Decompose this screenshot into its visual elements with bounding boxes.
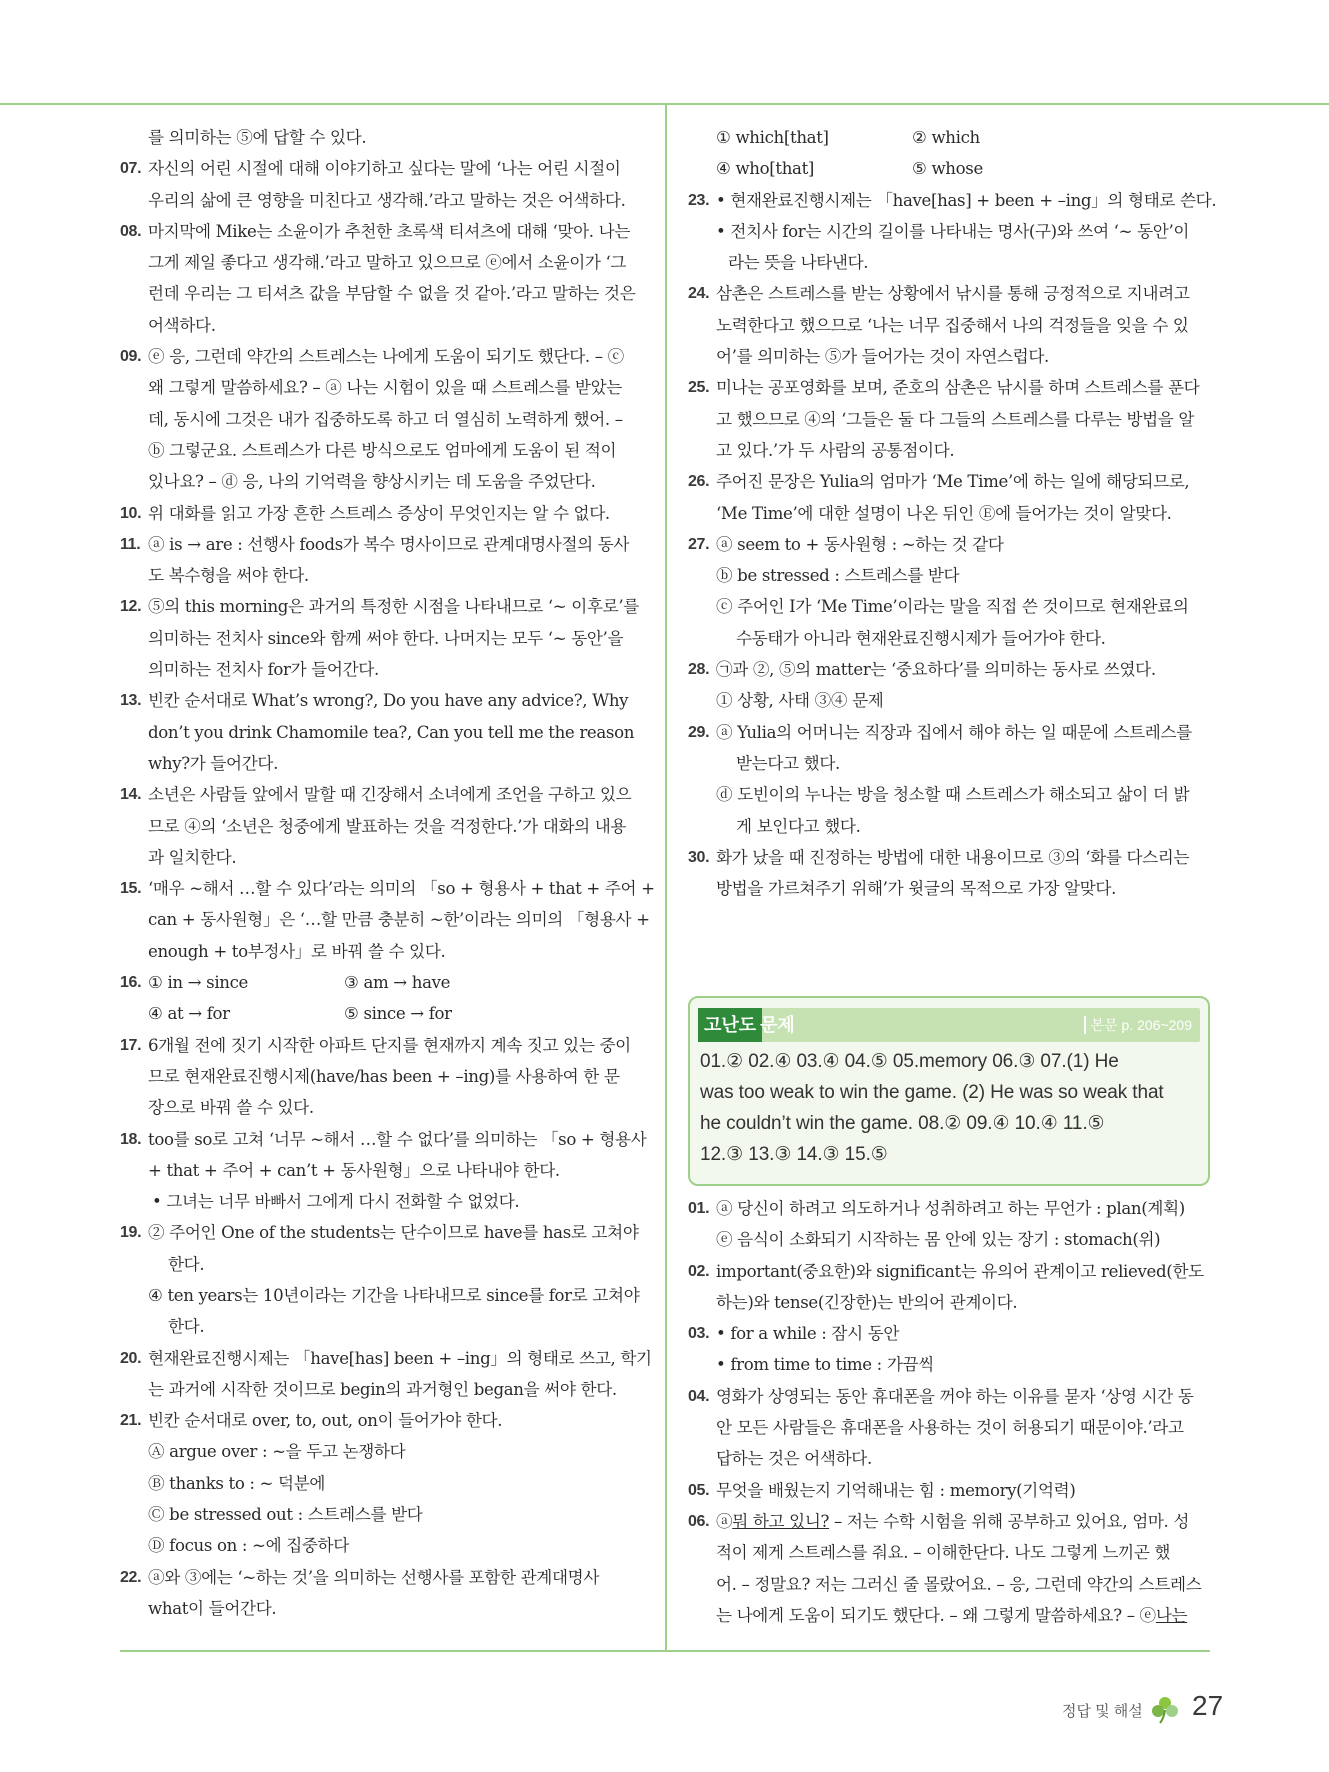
option: ② which — [912, 128, 980, 147]
text-line: 게 보인다고 했다. — [736, 816, 861, 836]
text-line: 방법을 가르쳐주기 위해’가 윗글의 목적으로 가장 알맞다. — [716, 879, 1117, 899]
text-line: ① 상황, 사태 ③④ 문제 — [716, 691, 884, 711]
option: ③ am → have — [344, 973, 451, 993]
answer-number: 05. — [688, 1481, 710, 1499]
answer-number: 29. — [688, 723, 710, 741]
box-title: 문제 — [760, 1015, 795, 1035]
answer-number: 14. — [120, 786, 142, 804]
text-line: ㉠과 ②, ⑤의 matter는 ‘중요하다’를 의미하는 동사로 쓰였다. — [716, 660, 1156, 680]
text-line: ⓐ와 ③에는 ‘~하는 것’을 의미하는 선행사를 포함한 관계대명사 — [148, 1567, 599, 1587]
text-line: 자신의 어린 시절에 대해 이야기하고 싶다는 말에 ‘나는 어린 시절이 — [148, 159, 621, 179]
answer-23 — [688, 185, 1217, 279]
answer-number: 20. — [120, 1349, 142, 1367]
circled-letter: ⓐ — [716, 1511, 733, 1531]
answer-number: 08. — [120, 222, 142, 240]
text-line: ⓑ be stressed : 스트레스를 받다 — [716, 566, 960, 586]
text-line: ⓒ 주어인 I가 ‘Me Time’이라는 말을 직접 쓴 것이므로 현재완료의 — [716, 597, 1189, 617]
answer-number: 13. — [120, 692, 142, 710]
text-line: ⓐ seem to + 동사원형 : ~하는 것 같다 — [716, 534, 1004, 554]
answer-number: 28. — [688, 661, 710, 679]
answer-12 — [120, 591, 642, 685]
text-line: 장으로 바꿔 쓸 수 있다. — [148, 1098, 314, 1118]
text-line: 그게 제일 좋다고 생각해.’라고 말하고 있으므로 ⓔ에서 소윤이가 ‘그 — [148, 253, 627, 273]
text-line: important(중요한)와 significant는 유의어 관계이고 relieved(한도 — [716, 1261, 1204, 1281]
text-line: ② 주어인 One of the students는 단수이므로 have를 has로 고쳐야 — [148, 1223, 639, 1243]
clover-leaf-icon — [1150, 1696, 1180, 1724]
text-line: 의미하는 전치사 for가 들어간다. — [148, 660, 379, 680]
text-line: 어. – 정말요? 저는 그러신 줄 몰랐어요. – 응, 그런데 약간의 스트레스 — [716, 1574, 1202, 1594]
answer-15 — [120, 873, 655, 967]
text-line: 빈칸 순서대로 over, to, out, on이 들어가야 한다. — [148, 1411, 503, 1431]
hard-answer-01 — [688, 1193, 1210, 1256]
text-line: 있나요? – ⓓ 응, 나의 기억력을 향상시키는 데 도움을 주었단다. — [148, 472, 596, 492]
text-line: ⑤의 this morning은 과거의 특정한 시점을 나타내므로 ‘~ 이후로’를 — [148, 597, 639, 617]
text-line: 현재완료진행시제는 「have[has] been + –ing」의 형태로 쓰고, 학기 — [148, 1348, 652, 1368]
answer-14 — [120, 779, 642, 873]
hard-answer-05 — [688, 1475, 1210, 1506]
text-line: • 현재완료진행시제는 「have[has] + been + –ing」의 형태로 쓴다. — [716, 190, 1217, 210]
answer-number: 27. — [688, 535, 710, 553]
answer-19 — [120, 1217, 642, 1342]
text-line: 영화가 상영되는 동안 휴대폰을 꺼야 하는 이유를 묻자 ‘상영 시간 동 — [716, 1386, 1194, 1406]
text-line: 빈칸 순서대로 What’s wrong?, Do you have any advice?, Why — [148, 691, 629, 711]
answer-number: 18. — [120, 1130, 142, 1148]
answer-30 — [688, 842, 1210, 905]
option: ⑤ whose — [912, 159, 983, 179]
text-line: ⓐ is → are : 선행사 foods가 복수 명사이므로 관계대명사절의 동사 — [148, 534, 630, 554]
lower-right-column — [688, 1193, 1210, 1631]
footer-label: 정답 및 해설 — [1062, 1703, 1143, 1720]
answer-25 — [688, 372, 1210, 466]
text-line: 미나는 공포영화를 보며, 준호의 삼촌은 낚시를 하며 스트레스를 푼다 — [716, 378, 1200, 398]
text-line: 왜 그렇게 말씀하세요? – ⓐ 나는 시험이 있을 때 스트레스를 받았는 — [148, 378, 622, 398]
text-line: ⓐ Yulia의 어머니는 직장과 집에서 해야 하는 일 때문에 스트레스를 — [716, 722, 1192, 742]
text-line: ④ ten years는 10년이라는 기간을 나타내므로 since를 for로 고쳐야 — [148, 1285, 640, 1305]
answer-21 — [120, 1405, 642, 1561]
text-line: Ⓑ thanks to : ~ 덕분에 — [148, 1473, 326, 1493]
answer-number: 03. — [688, 1325, 710, 1343]
text-line: 를 의미하는 ⑤에 답할 수 있다. — [148, 128, 367, 147]
text-line: ⓓ 도빈이의 누나는 방을 청소할 때 스트레스가 해소되고 삶이 더 밝 — [716, 785, 1190, 805]
answer-number: 02. — [688, 1262, 710, 1280]
answer-number: 09. — [120, 348, 142, 366]
text-line — [716, 1600, 1210, 1631]
text-line: • for a while : 잠시 동안 — [716, 1324, 900, 1344]
left-column — [120, 122, 655, 1624]
text-run: 는 나에게 도움이 되기도 했단다. – 왜 그렇게 말씀하세요? – ⓔ — [716, 1605, 1156, 1625]
answer-18 — [120, 1124, 647, 1218]
answer-line: 01.② 02.④ 03.④ 04.⑤ 05.memory 06.③ 07.(1) He — [700, 1051, 1119, 1072]
text-line: 답하는 것은 어색하다. — [716, 1449, 872, 1469]
answer-number: 25. — [688, 379, 710, 397]
text-line: too를 so로 고쳐 ‘너무 ~해서 …할 수 없다’를 의미하는 「so + 형용사 — [148, 1129, 647, 1149]
option: ① in → since — [148, 973, 249, 993]
answer-number: 17. — [120, 1036, 142, 1054]
text-run: – 저는 수학 시험을 위해 공부하고 있어요, 엄마. 성 — [829, 1511, 1190, 1531]
answer-number: 30. — [688, 848, 710, 866]
text-line: ⓔ 응, 그런데 약간의 스트레스는 나에게 도움이 되기도 했단다. – ⓒ — [148, 347, 624, 367]
text-line: 수동태가 아니라 현재완료진행시제가 들어가야 한다. — [736, 628, 1106, 648]
answer-number: 04. — [688, 1387, 710, 1405]
text-line: 도 복수형을 써야 한다. — [148, 566, 309, 586]
text-line: Ⓐ argue over : ~을 두고 논쟁하다 — [148, 1442, 406, 1462]
answer-10 — [120, 498, 642, 529]
answer-28 — [688, 654, 1210, 717]
hard-answer-03 — [688, 1318, 1210, 1381]
text-line: ‘매우 ~해서 …할 수 있다’라는 의미의 「so + 형용사 + that + 주어 + — [148, 879, 655, 899]
option: ⑤ since → for — [344, 1004, 452, 1024]
answer-09 — [120, 341, 642, 497]
text-line: ⓔ 음식이 소화되기 시작하는 몸 안에 있는 장기 : stomach(위) — [716, 1230, 1161, 1250]
text-line: 한다. — [168, 1317, 205, 1337]
text-line: Ⓒ be stressed out : 스트레스를 받다 — [148, 1505, 423, 1525]
page-number: 27 — [1192, 1690, 1224, 1721]
text-line: 므로 ④의 ‘소년은 청중에게 발표하는 것을 걱정한다.’가 대화의 내용 — [148, 816, 627, 836]
box-body — [690, 1042, 1208, 1170]
answer-22 — [120, 1562, 642, 1625]
text-line: 고 했으므로 ④의 ‘그들은 둘 다 그들의 스트레스를 다루는 방법을 알 — [716, 409, 1195, 429]
text-line: 한다. — [168, 1254, 205, 1274]
text-line: 므로 현재완료진행시제(have/has been + –ing)를 사용하여 한 문 — [148, 1066, 620, 1086]
text-line: 화가 났을 때 진정하는 방법에 대한 내용이므로 ③의 ‘화를 다스리는 — [716, 847, 1190, 867]
answer-27 — [688, 529, 1210, 654]
answer-number: 21. — [120, 1412, 142, 1430]
text-line: + that + 주어 + can’t + 동사원형」으로 나타내야 한다. — [148, 1160, 560, 1180]
text-line: 과 일치한다. — [148, 847, 237, 867]
answer-number: 07. — [120, 160, 142, 178]
answer-11 — [120, 529, 642, 592]
answer-number: 11. — [120, 535, 141, 553]
page-reference: 본문 p. 206~209 — [1084, 1016, 1192, 1034]
text-line: 삼촌은 스트레스를 받는 상황에서 낚시를 통해 긍정적으로 지내려고 — [716, 284, 1190, 304]
text-line: 받는다고 했다. — [736, 753, 840, 773]
text-line: 주어진 문장은 Yulia의 엄마가 ‘Me Time’에 하는 일에 해당되므로, — [716, 472, 1190, 492]
text-line: 6개월 전에 짓기 시작한 아파트 단지를 현재까지 계속 짓고 있는 중이 — [148, 1035, 631, 1055]
answer-number: 16. — [120, 974, 142, 992]
text-line: 어색하다. — [148, 315, 216, 335]
box-header — [698, 1008, 1200, 1042]
text-line: 런데 우리는 그 티셔츠 값을 부담할 수 없을 것 같아.’라고 말하는 것은 — [148, 284, 636, 304]
text-line: 어’를 의미하는 ⑤가 들어가는 것이 자연스럽다. — [716, 347, 1049, 367]
underlined-phrase: 나는 — [1155, 1605, 1188, 1625]
option: ④ at → for — [148, 1004, 230, 1024]
text-line: • 전치사 for는 시간의 길이를 나타내는 명사(구)와 쓰여 ‘~ 동안’이 — [716, 221, 1190, 241]
text-line: 의미하는 전치사 since와 함께 써야 한다. 나머지는 모두 ‘~ 동안’을 — [148, 628, 624, 648]
text-line: enough + to부정사」로 바꿔 쓸 수 있다. — [148, 941, 446, 961]
answer-number: 01. — [688, 1200, 710, 1217]
text-line: • from time to time : 가끔씩 — [716, 1355, 934, 1375]
answer-number: 22. — [120, 1568, 142, 1586]
answer-16 — [120, 967, 642, 1030]
answer-number: 24. — [688, 285, 710, 303]
underlined-phrase: 뭐 하고 있니? — [732, 1511, 830, 1531]
text-line: what이 들어간다. — [148, 1598, 277, 1618]
text-line: 노력한다고 했으므로 ‘나는 너무 집중해서 나의 걱정들을 잊을 수 있 — [716, 315, 1189, 335]
text-line: why?가 들어간다. — [148, 753, 279, 773]
difficulty-tag: 고난도 — [698, 1008, 762, 1042]
text-line: ⓑ 그렇군요. 스트레스가 다른 방식으로도 엄마에게 도움이 된 적이 — [148, 440, 617, 460]
text-line: 위 대화를 읽고 가장 흔한 스트레스 증상이 무엇인지는 알 수 없다. — [148, 503, 610, 523]
answer-20 — [120, 1343, 652, 1406]
text-line: 소년은 사람들 앞에서 말할 때 긴장해서 소녀에게 조언을 구하고 있으 — [148, 785, 632, 805]
text-line: ‘Me Time’에 대한 설명이 나온 뒤인 Ⓔ에 들어가는 것이 알맞다. — [716, 503, 1172, 523]
answer-number: 10. — [120, 504, 142, 522]
text-line: 안 모든 사람들은 휴대폰을 사용하는 것이 허용되기 때문이야.’라고 — [716, 1418, 1184, 1438]
answer-line: 12.③ 13.③ 14.③ 15.⑤ — [700, 1144, 888, 1165]
answer-summary-box — [688, 996, 1210, 1186]
bottom-rule — [120, 1650, 1210, 1652]
text-line — [716, 1506, 1210, 1537]
text-line: 데, 동시에 그것은 내가 집중하도록 하고 더 열심히 노력하게 했어. – — [148, 409, 623, 429]
answer-line: was too weak to win the game. (2) He was so weak that — [700, 1082, 1164, 1103]
text-line: 는 과거에 시작한 것이므로 begin의 과거형인 began을 써야 한다. — [148, 1379, 617, 1399]
text-line: 적이 제게 스트레스를 줘요. – 이해한단다. 나도 그렇게 느끼곤 했 — [716, 1543, 1171, 1563]
text-line: don’t you drink Chamomile tea?, Can you tell me the reason — [148, 722, 635, 742]
text-line: ⓐ 당신이 하려고 의도하거나 성취하려고 하는 무언가 : plan(계획) — [716, 1199, 1185, 1218]
hard-answer-06 — [688, 1506, 1210, 1631]
text-line: 고 있다.’가 두 사람의 공통점이다. — [716, 440, 955, 460]
text-line: 마지막에 Mike는 소윤이가 추천한 초록색 티셔츠에 대해 ‘맞아. 나는 — [148, 221, 631, 241]
answer-number: 19. — [120, 1224, 142, 1242]
answer-17 — [120, 1030, 642, 1124]
option: ① which[that] — [716, 128, 829, 147]
answer-number: 15. — [120, 880, 142, 898]
answer-number: 26. — [688, 473, 710, 491]
answer-number: 23. — [688, 191, 710, 209]
text-line: 우리의 삶에 큰 영향을 미친다고 생각해.’라고 말하는 것은 어색하다. — [148, 190, 626, 210]
answer-number: 06. — [688, 1512, 710, 1530]
text-line: 무엇을 배웠는지 기억해내는 힘 : memory(기억력) — [716, 1480, 1076, 1500]
answer-number: 12. — [120, 598, 142, 616]
answer-26 — [688, 466, 1210, 529]
text-line: Ⓓ focus on : ~에 집중하다 — [148, 1536, 349, 1556]
text-line: 하는)와 tense(긴장한)는 반의어 관계이다. — [716, 1292, 1018, 1312]
text-line: 라는 뜻을 나타낸다. — [728, 253, 869, 273]
answer-line: he couldn’t win the game. 08.② 09.④ 10.④ 11.⑤ — [700, 1113, 1105, 1134]
answer-07 — [120, 153, 642, 216]
answer-29 — [688, 717, 1210, 842]
hard-answer-02 — [688, 1256, 1210, 1319]
hard-answer-04 — [688, 1381, 1210, 1475]
answer-24 — [688, 278, 1210, 372]
answer-08 — [120, 216, 642, 341]
text-line: can + 동사원형」은 ‘…할 만큼 충분히 ~한’이라는 의미의 「형용사 + — [148, 910, 650, 930]
right-column — [688, 122, 1217, 904]
column-divider — [665, 103, 667, 1650]
option: ④ who[that] — [716, 159, 815, 179]
text-line: • 그녀는 너무 바빠서 그에게 다시 전화할 수 없었다. — [152, 1192, 520, 1212]
answer-13 — [120, 685, 642, 779]
